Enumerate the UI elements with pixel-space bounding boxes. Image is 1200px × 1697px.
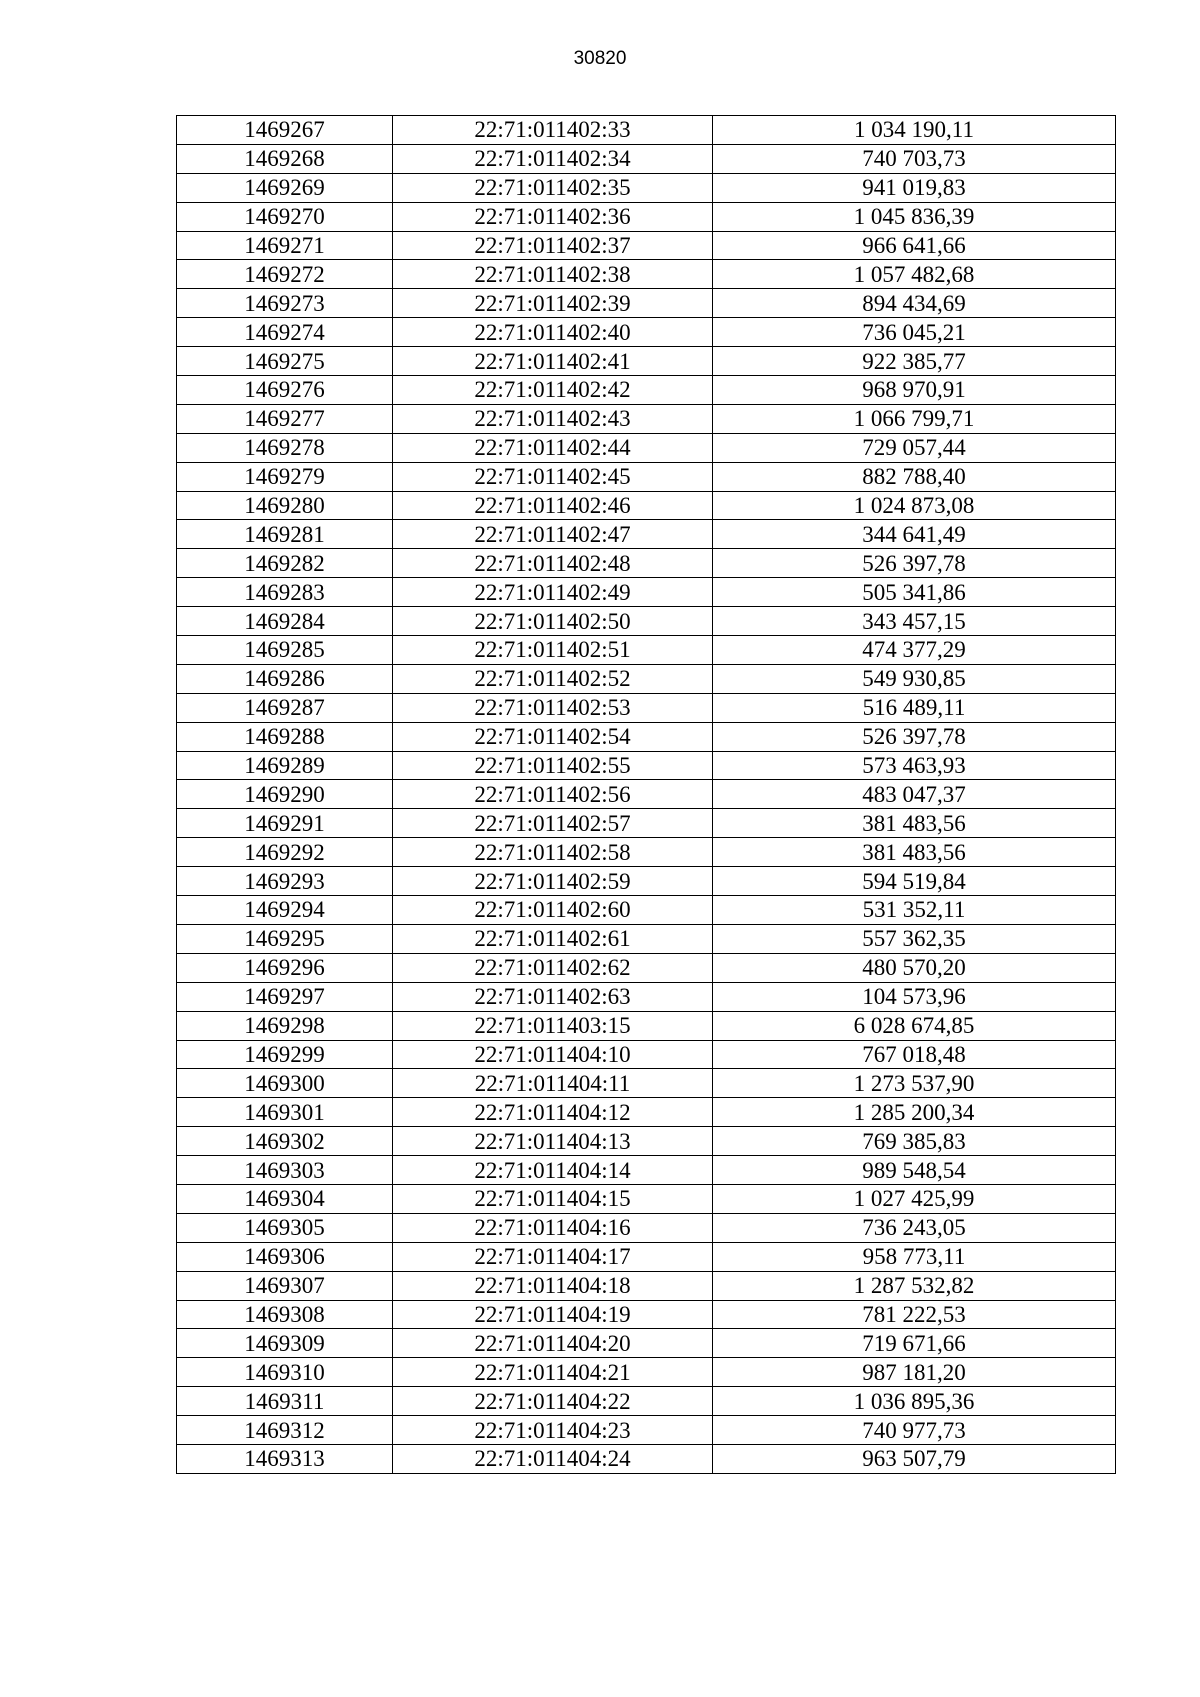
table-row bbox=[177, 578, 1116, 607]
table-row bbox=[177, 953, 1116, 982]
record-number-cell: 1469271 bbox=[177, 231, 393, 260]
table-row bbox=[177, 433, 1116, 462]
cadastral-number-cell: 22:71:011403:15 bbox=[393, 1011, 713, 1040]
cadastral-number-cell: 22:71:011404:10 bbox=[393, 1040, 713, 1069]
cadastral-value-cell: 1 057 482,68 bbox=[713, 260, 1116, 289]
table-row bbox=[177, 1156, 1116, 1185]
record-number-cell: 1469274 bbox=[177, 318, 393, 347]
record-number-cell: 1469286 bbox=[177, 664, 393, 693]
cadastral-value-cell: 989 548,54 bbox=[713, 1156, 1116, 1185]
cadastral-number-cell: 22:71:011402:54 bbox=[393, 722, 713, 751]
table-row bbox=[177, 549, 1116, 578]
cadastral-number-cell: 22:71:011402:41 bbox=[393, 347, 713, 376]
cadastral-value-cell: 736 045,21 bbox=[713, 318, 1116, 347]
table-row bbox=[177, 809, 1116, 838]
cadastral-number-cell: 22:71:011404:19 bbox=[393, 1300, 713, 1329]
cadastral-value-cell: 1 036 895,36 bbox=[713, 1387, 1116, 1416]
cadastral-number-cell: 22:71:011402:33 bbox=[393, 116, 713, 145]
table-row bbox=[177, 231, 1116, 260]
record-number-cell: 1469313 bbox=[177, 1444, 393, 1473]
cadastral-number-cell: 22:71:011404:17 bbox=[393, 1242, 713, 1271]
table-row bbox=[177, 116, 1116, 145]
record-number-cell: 1469298 bbox=[177, 1011, 393, 1040]
table-row bbox=[177, 1242, 1116, 1271]
cadastral-number-cell: 22:71:011402:42 bbox=[393, 376, 713, 405]
cadastral-number-cell: 22:71:011402:48 bbox=[393, 549, 713, 578]
page-number: 30820 bbox=[573, 48, 627, 69]
cadastral-number-cell: 22:71:011402:57 bbox=[393, 809, 713, 838]
cadastral-number-cell: 22:71:011402:56 bbox=[393, 780, 713, 809]
table-row bbox=[177, 607, 1116, 636]
cadastral-value-cell: 882 788,40 bbox=[713, 462, 1116, 491]
table-row bbox=[177, 1444, 1116, 1473]
record-number-cell: 1469275 bbox=[177, 347, 393, 376]
cadastral-value-cell: 104 573,96 bbox=[713, 982, 1116, 1011]
table-row bbox=[177, 1184, 1116, 1213]
cadastral-value-cell: 736 243,05 bbox=[713, 1213, 1116, 1242]
table-row bbox=[177, 1416, 1116, 1445]
cadastral-number-cell: 22:71:011402:52 bbox=[393, 664, 713, 693]
table-row bbox=[177, 1300, 1116, 1329]
table-row bbox=[177, 260, 1116, 289]
record-number-cell: 1469288 bbox=[177, 722, 393, 751]
cadastral-number-cell: 22:71:011404:11 bbox=[393, 1069, 713, 1098]
record-number-cell: 1469278 bbox=[177, 433, 393, 462]
record-number-cell: 1469301 bbox=[177, 1098, 393, 1127]
record-number-cell: 1469305 bbox=[177, 1213, 393, 1242]
cadastral-number-cell: 22:71:011402:45 bbox=[393, 462, 713, 491]
cadastral-number-cell: 22:71:011402:46 bbox=[393, 491, 713, 520]
table-body bbox=[177, 116, 1116, 1474]
cadastral-value-cell: 767 018,48 bbox=[713, 1040, 1116, 1069]
cadastral-value-cell: 1 034 190,11 bbox=[713, 116, 1116, 145]
table-row bbox=[177, 1271, 1116, 1300]
table-row bbox=[177, 896, 1116, 925]
cadastral-value-cell: 963 507,79 bbox=[713, 1444, 1116, 1473]
table-row bbox=[177, 1011, 1116, 1040]
record-number-cell: 1469309 bbox=[177, 1329, 393, 1358]
cadastral-value-cell: 987 181,20 bbox=[713, 1358, 1116, 1387]
cadastral-value-cell: 557 362,35 bbox=[713, 924, 1116, 953]
record-number-cell: 1469299 bbox=[177, 1040, 393, 1069]
cadastral-value-cell: 941 019,83 bbox=[713, 173, 1116, 202]
cadastral-number-cell: 22:71:011404:23 bbox=[393, 1416, 713, 1445]
cadastral-number-cell: 22:71:011404:16 bbox=[393, 1213, 713, 1242]
cadastral-number-cell: 22:71:011404:13 bbox=[393, 1127, 713, 1156]
record-number-cell: 1469304 bbox=[177, 1184, 393, 1213]
table-row bbox=[177, 924, 1116, 953]
cadastral-number-cell: 22:71:011402:47 bbox=[393, 520, 713, 549]
cadastral-number-cell: 22:71:011402:51 bbox=[393, 636, 713, 665]
table-row bbox=[177, 1213, 1116, 1242]
table-row bbox=[177, 838, 1116, 867]
cadastral-number-cell: 22:71:011404:15 bbox=[393, 1184, 713, 1213]
record-number-cell: 1469276 bbox=[177, 376, 393, 405]
cadastral-number-cell: 22:71:011402:37 bbox=[393, 231, 713, 260]
cadastral-number-cell: 22:71:011402:39 bbox=[393, 289, 713, 318]
record-number-cell: 1469293 bbox=[177, 867, 393, 896]
cadastral-number-cell: 22:71:011402:35 bbox=[393, 173, 713, 202]
cadastral-value-cell: 549 930,85 bbox=[713, 664, 1116, 693]
record-number-cell: 1469294 bbox=[177, 896, 393, 925]
table-row bbox=[177, 202, 1116, 231]
record-number-cell: 1469295 bbox=[177, 924, 393, 953]
cadastral-value-cell: 343 457,15 bbox=[713, 607, 1116, 636]
record-number-cell: 1469300 bbox=[177, 1069, 393, 1098]
cadastral-number-cell: 22:71:011402:43 bbox=[393, 404, 713, 433]
cadastral-value-cell: 573 463,93 bbox=[713, 751, 1116, 780]
cadastral-value-cell: 474 377,29 bbox=[713, 636, 1116, 665]
cadastral-value-cell: 516 489,11 bbox=[713, 693, 1116, 722]
record-number-cell: 1469283 bbox=[177, 578, 393, 607]
table-row bbox=[177, 1127, 1116, 1156]
cadastral-value-cell: 526 397,78 bbox=[713, 722, 1116, 751]
record-number-cell: 1469297 bbox=[177, 982, 393, 1011]
table-row bbox=[177, 347, 1116, 376]
record-number-cell: 1469284 bbox=[177, 607, 393, 636]
table-row bbox=[177, 751, 1116, 780]
cadastral-value-cell: 966 641,66 bbox=[713, 231, 1116, 260]
record-number-cell: 1469291 bbox=[177, 809, 393, 838]
record-number-cell: 1469277 bbox=[177, 404, 393, 433]
cadastral-number-cell: 22:71:011402:62 bbox=[393, 953, 713, 982]
record-number-cell: 1469296 bbox=[177, 953, 393, 982]
record-number-cell: 1469308 bbox=[177, 1300, 393, 1329]
table-row bbox=[177, 1040, 1116, 1069]
cadastral-number-cell: 22:71:011404:12 bbox=[393, 1098, 713, 1127]
table-row bbox=[177, 491, 1116, 520]
record-number-cell: 1469285 bbox=[177, 636, 393, 665]
cadastral-value-cell: 1 045 836,39 bbox=[713, 202, 1116, 231]
cadastral-value-cell: 594 519,84 bbox=[713, 867, 1116, 896]
table-row bbox=[177, 780, 1116, 809]
table-row bbox=[177, 664, 1116, 693]
record-number-cell: 1469280 bbox=[177, 491, 393, 520]
cadastral-value-cell: 740 703,73 bbox=[713, 144, 1116, 173]
cadastral-value-cell: 1 066 799,71 bbox=[713, 404, 1116, 433]
table-row bbox=[177, 867, 1116, 896]
cadastral-value-cell: 1 024 873,08 bbox=[713, 491, 1116, 520]
record-number-cell: 1469270 bbox=[177, 202, 393, 231]
table-row bbox=[177, 1329, 1116, 1358]
cadastral-value-cell: 531 352,11 bbox=[713, 896, 1116, 925]
cadastral-number-cell: 22:71:011402:34 bbox=[393, 144, 713, 173]
table-row bbox=[177, 722, 1116, 751]
cadastral-value-cell: 740 977,73 bbox=[713, 1416, 1116, 1445]
table-row bbox=[177, 1069, 1116, 1098]
cadastral-value-cell: 483 047,37 bbox=[713, 780, 1116, 809]
table-row bbox=[177, 173, 1116, 202]
cadastral-value-cell: 719 671,66 bbox=[713, 1329, 1116, 1358]
cadastral-value-cell: 505 341,86 bbox=[713, 578, 1116, 607]
cadastral-number-cell: 22:71:011402:58 bbox=[393, 838, 713, 867]
cadastral-number-cell: 22:71:011402:55 bbox=[393, 751, 713, 780]
cadastral-value-cell: 344 641,49 bbox=[713, 520, 1116, 549]
table-row bbox=[177, 376, 1116, 405]
table-row bbox=[177, 404, 1116, 433]
cadastral-value-cell: 480 570,20 bbox=[713, 953, 1116, 982]
table-row bbox=[177, 1387, 1116, 1416]
record-number-cell: 1469267 bbox=[177, 116, 393, 145]
cadastral-value-cell: 381 483,56 bbox=[713, 838, 1116, 867]
record-number-cell: 1469310 bbox=[177, 1358, 393, 1387]
record-number-cell: 1469302 bbox=[177, 1127, 393, 1156]
cadastral-number-cell: 22:71:011404:18 bbox=[393, 1271, 713, 1300]
cadastral-value-cell: 1 287 532,82 bbox=[713, 1271, 1116, 1300]
cadastral-number-cell: 22:71:011402:36 bbox=[393, 202, 713, 231]
cadastral-number-cell: 22:71:011404:24 bbox=[393, 1444, 713, 1473]
record-number-cell: 1469268 bbox=[177, 144, 393, 173]
cadastral-value-cell: 729 057,44 bbox=[713, 433, 1116, 462]
cadastral-number-cell: 22:71:011404:21 bbox=[393, 1358, 713, 1387]
cadastral-number-cell: 22:71:011402:49 bbox=[393, 578, 713, 607]
record-number-cell: 1469281 bbox=[177, 520, 393, 549]
cadastral-value-table bbox=[176, 115, 1116, 1474]
cadastral-number-cell: 22:71:011404:20 bbox=[393, 1329, 713, 1358]
table-row bbox=[177, 318, 1116, 347]
cadastral-value-cell: 968 970,91 bbox=[713, 376, 1116, 405]
cadastral-value-cell: 958 773,11 bbox=[713, 1242, 1116, 1271]
cadastral-number-cell: 22:71:011402:40 bbox=[393, 318, 713, 347]
cadastral-number-cell: 22:71:011402:60 bbox=[393, 896, 713, 925]
record-number-cell: 1469282 bbox=[177, 549, 393, 578]
record-number-cell: 1469312 bbox=[177, 1416, 393, 1445]
cadastral-number-cell: 22:71:011404:22 bbox=[393, 1387, 713, 1416]
cadastral-value-cell: 769 385,83 bbox=[713, 1127, 1116, 1156]
cadastral-value-cell: 781 222,53 bbox=[713, 1300, 1116, 1329]
table-row bbox=[177, 982, 1116, 1011]
table-row bbox=[177, 462, 1116, 491]
table-row bbox=[177, 693, 1116, 722]
record-number-cell: 1469303 bbox=[177, 1156, 393, 1185]
record-number-cell: 1469273 bbox=[177, 289, 393, 318]
record-number-cell: 1469279 bbox=[177, 462, 393, 491]
cadastral-number-cell: 22:71:011402:44 bbox=[393, 433, 713, 462]
record-number-cell: 1469292 bbox=[177, 838, 393, 867]
cadastral-number-cell: 22:71:011402:38 bbox=[393, 260, 713, 289]
table-row bbox=[177, 144, 1116, 173]
record-number-cell: 1469290 bbox=[177, 780, 393, 809]
cadastral-number-cell: 22:71:011404:14 bbox=[393, 1156, 713, 1185]
cadastral-number-cell: 22:71:011402:61 bbox=[393, 924, 713, 953]
table-row bbox=[177, 520, 1116, 549]
cadastral-value-cell: 526 397,78 bbox=[713, 549, 1116, 578]
cadastral-number-cell: 22:71:011402:59 bbox=[393, 867, 713, 896]
table-row bbox=[177, 289, 1116, 318]
table-row bbox=[177, 1358, 1116, 1387]
cadastral-value-cell: 6 028 674,85 bbox=[713, 1011, 1116, 1040]
record-number-cell: 1469306 bbox=[177, 1242, 393, 1271]
cadastral-value-cell: 922 385,77 bbox=[713, 347, 1116, 376]
record-number-cell: 1469289 bbox=[177, 751, 393, 780]
table-row bbox=[177, 636, 1116, 665]
record-number-cell: 1469269 bbox=[177, 173, 393, 202]
cadastral-value-cell: 1 273 537,90 bbox=[713, 1069, 1116, 1098]
cadastral-value-cell: 1 027 425,99 bbox=[713, 1184, 1116, 1213]
record-number-cell: 1469311 bbox=[177, 1387, 393, 1416]
table-row bbox=[177, 1098, 1116, 1127]
cadastral-value-cell: 894 434,69 bbox=[713, 289, 1116, 318]
cadastral-value-cell: 381 483,56 bbox=[713, 809, 1116, 838]
cadastral-number-cell: 22:71:011402:63 bbox=[393, 982, 713, 1011]
cadastral-number-cell: 22:71:011402:53 bbox=[393, 693, 713, 722]
cadastral-number-cell: 22:71:011402:50 bbox=[393, 607, 713, 636]
record-number-cell: 1469272 bbox=[177, 260, 393, 289]
record-number-cell: 1469287 bbox=[177, 693, 393, 722]
cadastral-value-cell: 1 285 200,34 bbox=[713, 1098, 1116, 1127]
record-number-cell: 1469307 bbox=[177, 1271, 393, 1300]
